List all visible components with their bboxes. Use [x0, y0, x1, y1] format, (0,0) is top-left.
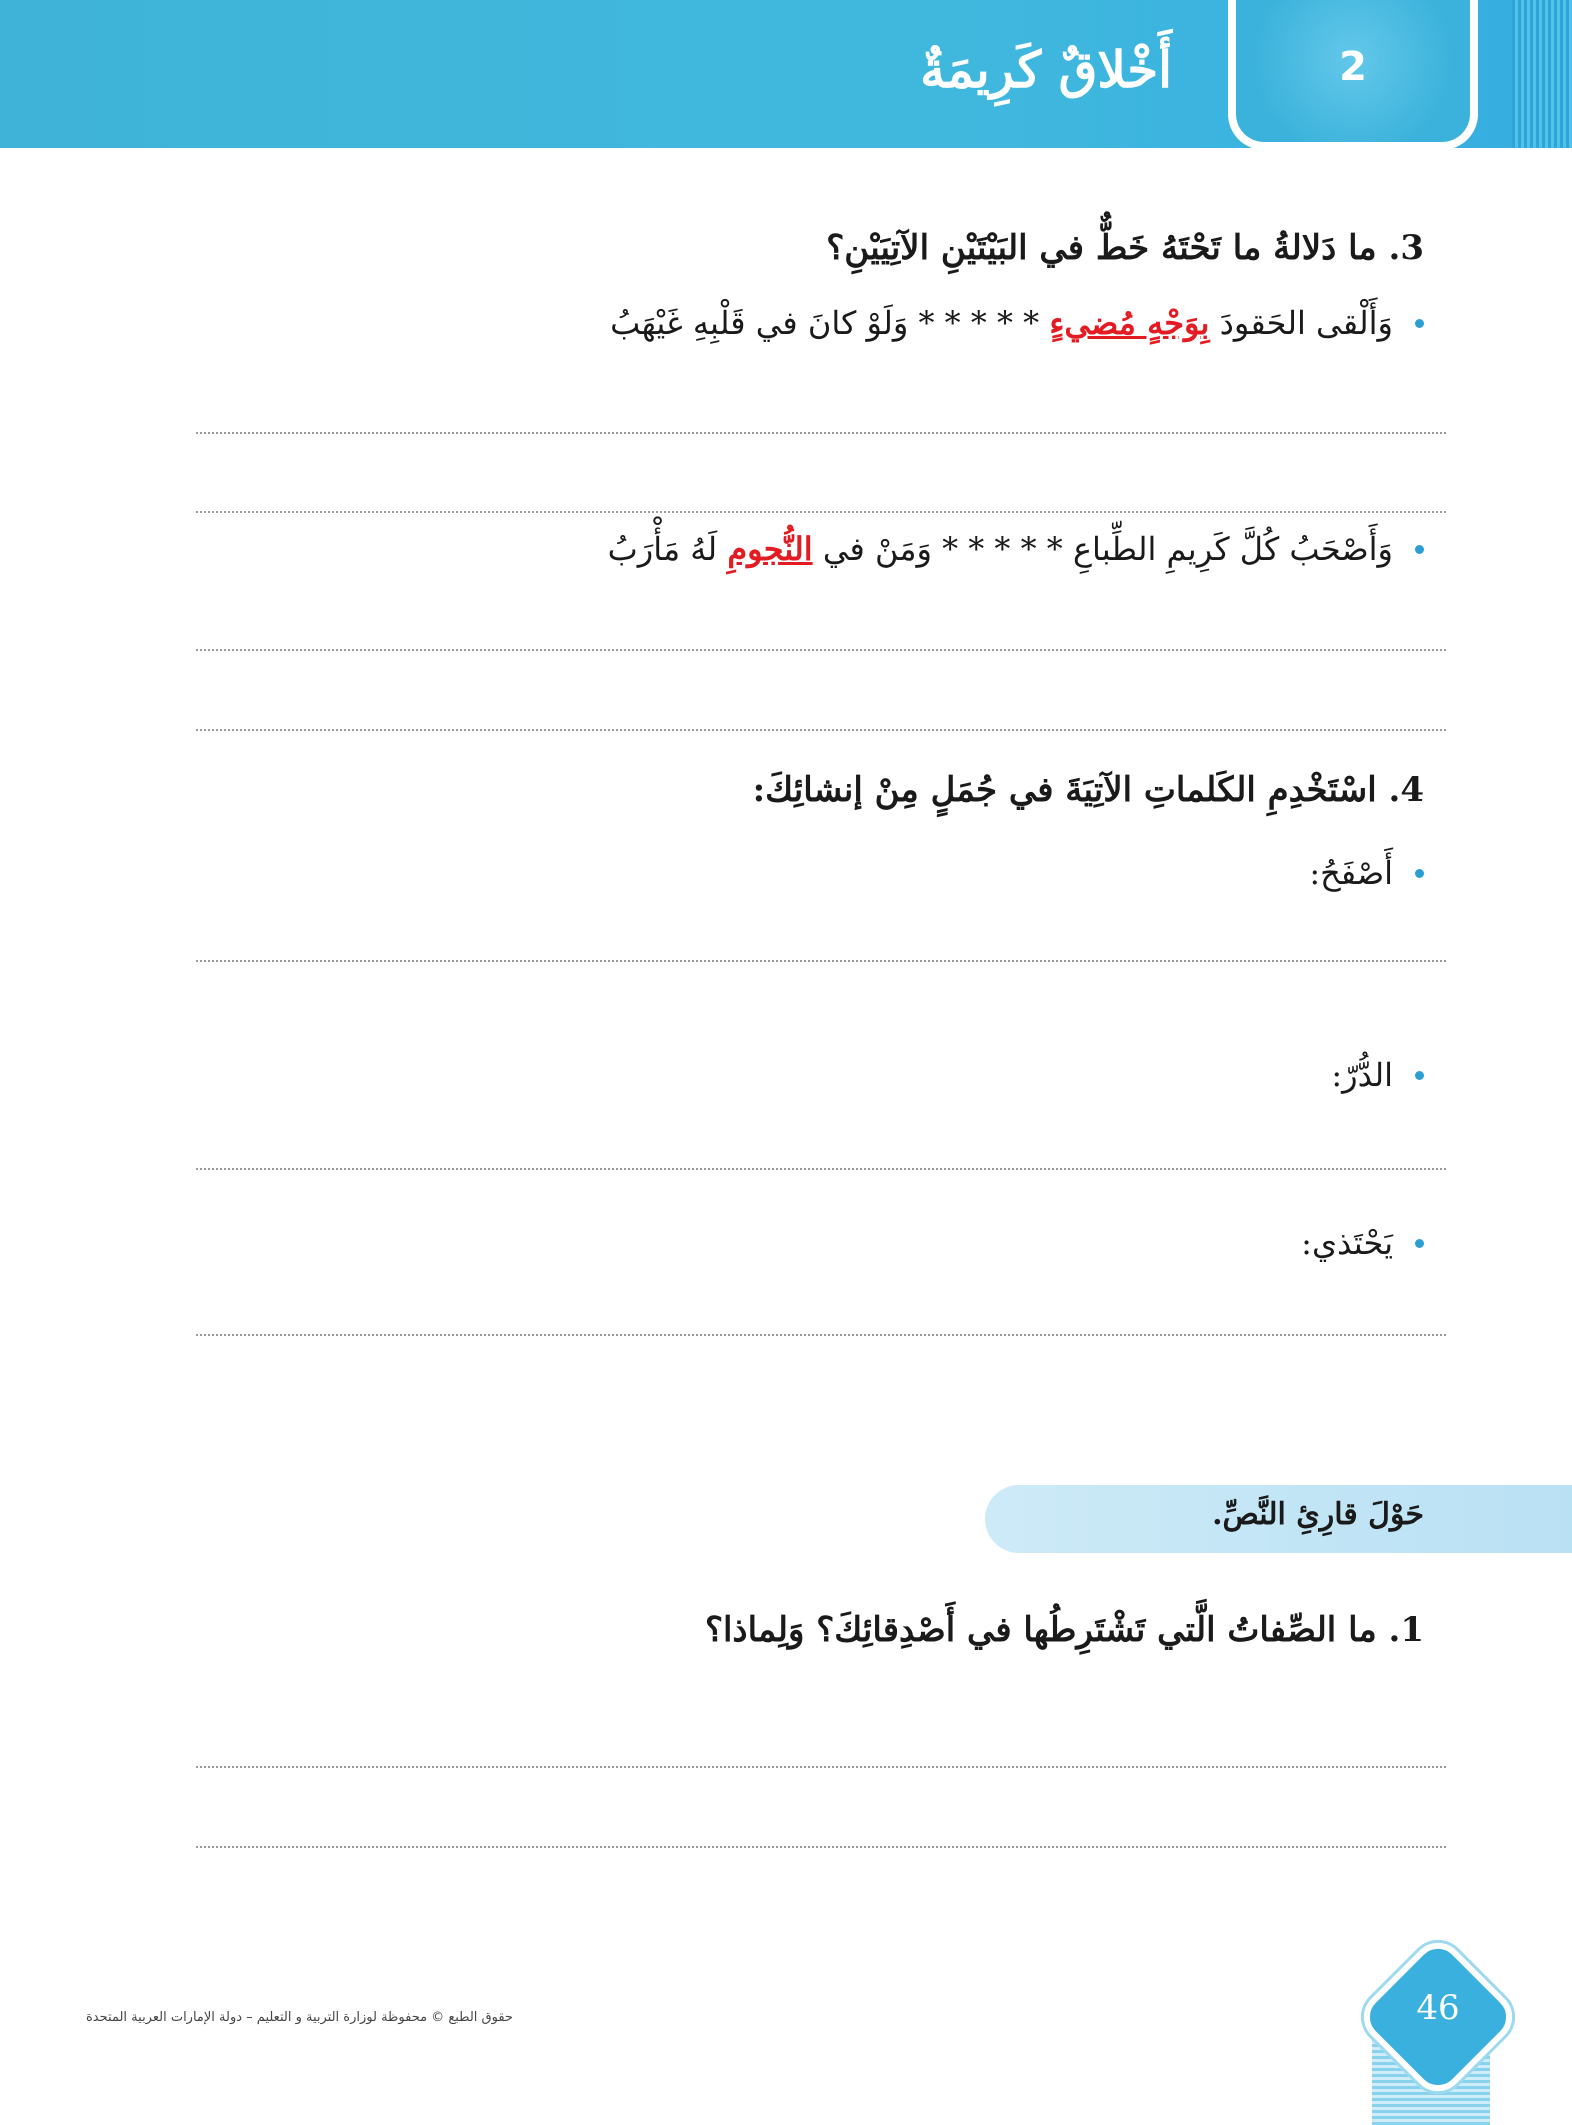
word-2: الدُّرّ: [1331, 1056, 1393, 1094]
answer-line[interactable] [196, 1168, 1446, 1170]
verse-1-before: وَأَلْقى الحَقودَ [1219, 304, 1393, 342]
answer-line[interactable] [196, 1334, 1446, 1336]
answer-line[interactable] [196, 1766, 1446, 1768]
q3-bullet-2 [608, 530, 1424, 568]
verse-2-after: لَهُ مَأْرَبُ [607, 530, 718, 568]
bullet-dot-icon [1415, 869, 1424, 878]
word-3: يَحْتَذي: [1301, 1224, 1393, 1262]
question-3: 3. ما دَلالةُ ما تَحْتَهُ خَطٌّ في البَيْتَيْنِ الآتِيَيْنِ؟ [826, 228, 1424, 268]
answer-line[interactable] [196, 432, 1446, 434]
header-edge-pattern [1512, 0, 1572, 148]
unit-title: أَخْلاقٌ كَرِيمَةٌ [920, 40, 1172, 99]
question-4: 4. اسْتَخْدِمِ الكَلماتِ الآتِيَةَ في جُمَلٍ مِنْ إنشائِكَ: [752, 770, 1424, 810]
q4-word-1 [1309, 854, 1424, 892]
bullet-dot-icon [1415, 1239, 1424, 1248]
q3-bullet-1 [610, 304, 1424, 342]
verse-2-highlight: النُّجومِ [727, 530, 813, 568]
question-1: 1. ما الصِّفاتُ الَّتي تَشْتَرِطُها في أَصْدِقائِكَ؟ وَلِماذا؟ [704, 1610, 1424, 1650]
page-number: 46 [1416, 1988, 1460, 2028]
verse-2-before: وَأَصْحَبُ كُلَّ كَرِيمِ الطِّباعِ * * * * * وَمَنْ في [822, 530, 1393, 568]
section-label: حَوْلَ قارِئِ النَّصِّ. [1212, 1497, 1424, 1532]
bullet-dot-icon [1415, 319, 1424, 328]
verse-1 [610, 304, 1393, 342]
bullet-dot-icon [1415, 545, 1424, 554]
unit-number: 2 [1339, 44, 1367, 90]
verse-2 [608, 530, 1393, 568]
verse-1-highlight: بِوَجْهٍ مُضيءٍ [1049, 304, 1210, 342]
q4-word-2 [1331, 1056, 1424, 1094]
answer-line[interactable] [196, 511, 1446, 513]
verse-1-after: * * * * * وَلَوْ كانَ في قَلْبِهِ غَيْهَبُ [610, 304, 1040, 342]
copyright-footer: حقوق الطبع © محفوظة لوزارة التربية و التعليم – دولة الإمارات العربية المتحدة [86, 2010, 513, 2025]
q4-word-3 [1301, 1224, 1424, 1262]
word-1: أَصْفَحُ: [1309, 854, 1393, 892]
unit-number-tab [1228, 0, 1478, 150]
answer-line[interactable] [196, 960, 1446, 962]
answer-line[interactable] [196, 729, 1446, 731]
answer-line[interactable] [196, 649, 1446, 651]
answer-line[interactable] [196, 1846, 1446, 1848]
bullet-dot-icon [1415, 1071, 1424, 1080]
